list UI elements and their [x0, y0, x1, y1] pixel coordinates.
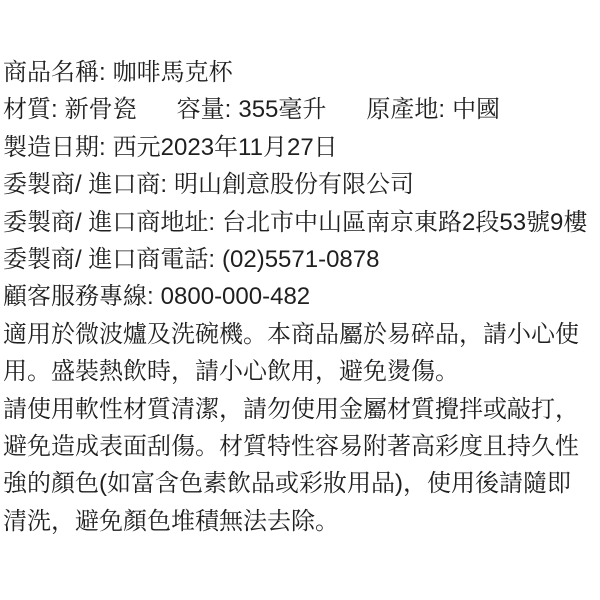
address-label: 委製商/ 進口商地址:: [3, 208, 216, 236]
service-line-value: 0800-000-482: [160, 283, 311, 311]
material-pair: [3, 96, 137, 123]
product-name-value: 咖啡馬克杯: [112, 59, 233, 86]
material-value: 新骨瓷: [64, 96, 137, 124]
capacity-value: 355毫升: [238, 96, 327, 124]
address-value: 台北市中山區南京東路2段53號9樓: [222, 208, 588, 236]
field-manufacturer: [3, 166, 594, 203]
origin-pair: [366, 96, 500, 123]
care-note: 請使用軟性材質清潔，請勿使用金屬材質攪拌或敲打，避免造成表面刮傷。材質特性容易附著高彩度且持久性強的顏色(如富含色素飲品或彩妝用品)，使用後請隨即清洗，避免顏色堆積無法去除。: [3, 395, 579, 535]
field-specs: [3, 91, 594, 128]
field-service-line: [3, 278, 594, 315]
field-address: [3, 204, 594, 241]
manufacturer-label: 委製商/ 進口商:: [3, 171, 168, 199]
phone-label: 委製商/ 進口商電話:: [3, 246, 216, 274]
field-phone: [3, 241, 594, 278]
capacity-label: 容量:: [176, 96, 232, 124]
service-line-label: 顧客服務專線:: [3, 283, 154, 311]
usage-note: 適用於微波爐及洗碗機。本商品屬於易碎品，請小心使用。盛裝熱飲時，請小心飲用，避免燙傷。: [3, 320, 579, 386]
product-name-label: 商品名稱:: [3, 59, 106, 86]
manufacturer-value: 明山創意股份有限公司: [174, 171, 415, 199]
capacity-pair: [177, 96, 327, 123]
mfg-date-label: 製造日期:: [3, 133, 106, 161]
origin-label: 原產地:: [366, 96, 446, 124]
mfg-date-value: 西元2023年11月27日: [112, 133, 338, 161]
origin-value: 中國: [452, 96, 501, 124]
field-mfg-date: [3, 129, 594, 166]
field-product-name: [3, 54, 594, 91]
phone-value: (02)5571-0878: [222, 246, 380, 274]
material-label: 材質:: [3, 96, 58, 124]
